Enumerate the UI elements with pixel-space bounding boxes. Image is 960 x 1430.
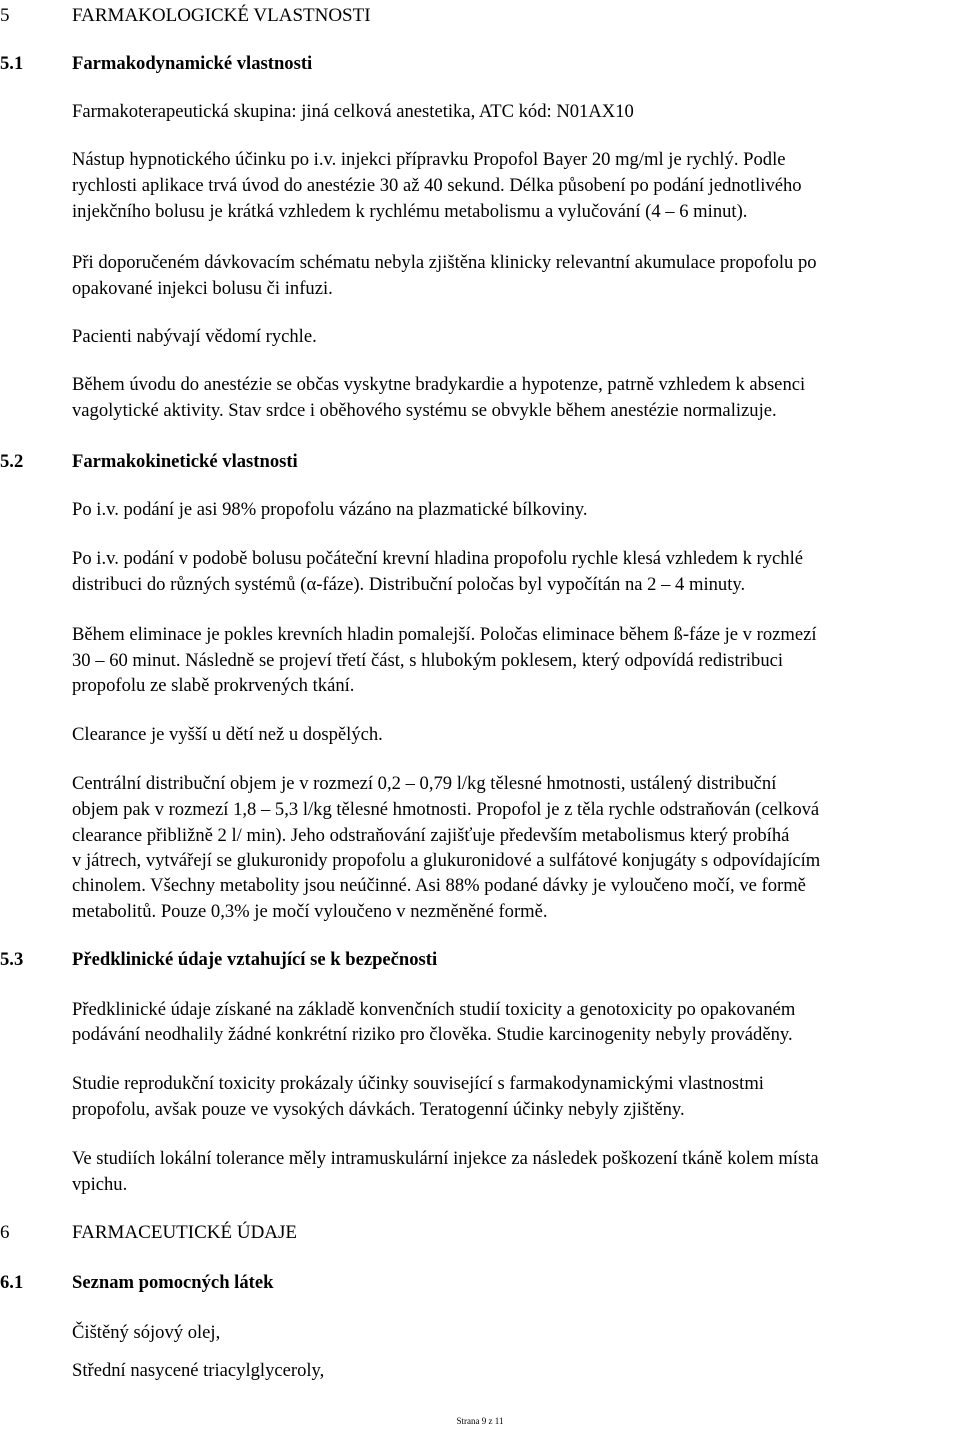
text-line: metabolitů. Pouze 0,3% je močí vyloučeno v nezměněné formě. [72,901,548,922]
section-6-1-number: 6.1 [0,1272,24,1293]
text-line: vpichu. [72,1174,128,1195]
text-line: Při doporučeném dávkovacím schématu nebyla zjištěna klinicky relevantní akumulace propofolu po [72,252,817,273]
section-6-number: 6 [0,1222,10,1243]
list-item: Střední nasycené triacylglyceroly, [72,1360,325,1381]
section-6-1-title: Seznam pomocných látek [72,1272,274,1293]
text-line: Nástup hypnotického účinku po i.v. injekci přípravku Propofol Bayer 20 mg/ml je rychlý. Podle [72,149,786,170]
text-line: 30 – 60 minut. Následně se projeví třetí část, s hlubokým poklesem, který odpovídá redistribuci [72,650,784,671]
section-5-3-number: 5.3 [0,949,24,970]
text-line: objem pak v rozmezí 1,8 – 5,3 l/kg tělesné hmotnosti. Propofol je z těla rychle odstraňován (celková [72,799,820,820]
text-line: clearance přibližně 2 l/ min). Jeho odstraňování zajišťuje především metabolismus který probíhá [72,825,790,846]
section-5-2-title: Farmakokinetické vlastnosti [72,451,298,472]
text-line: Farmakoterapeutická skupina: jiná celková anestetika, ATC kód: N01AX10 [72,101,634,122]
text-line: vagolytické aktivity. Stav srdce i oběhového systému se obvykle během anestézie normalizuje. [72,400,777,421]
text-line: Pacienti nabývají vědomí rychle. [72,326,317,347]
page-number-footer: Strana 9 z 11 [456,1416,504,1426]
text-line: propofolu ze slabě prokrvených tkání. [72,675,355,696]
text-line: Ve studiích lokální tolerance měly intramuskulární injekce za následek poškození tkáně kolem místa [72,1148,819,1169]
section-5-title: FARMAKOLOGICKÉ VLASTNOSTI [72,5,371,26]
text-line: Během eliminace je pokles krevních hladin pomalejší. Poločas eliminace během ß-fáze je v rozmezí [72,624,817,645]
text-line: injekčního bolusu je krátká vzhledem k rychlému metabolismu a vylučování (4 – 6 minut). [72,201,748,222]
section-5-2-number: 5.2 [0,451,24,472]
text-line: opakované injekci bolusu či infuzi. [72,278,333,299]
text-line: rychlosti aplikace trvá úvod do anestézie 30 až 40 sekund. Délka působení po podání jednotlivého [72,175,802,196]
text-line: Centrální distribuční objem je v rozmezí 0,2 – 0,79 l/kg tělesné hmotnosti, ustálený distribuční [72,773,777,794]
text-line: Po i.v. podání v podobě bolusu počáteční krevní hladina propofolu rychle klesá vzhledem k rychlé [72,548,803,569]
section-5-number: 5 [0,5,10,26]
section-5-1-number: 5.1 [0,53,24,74]
text-line: v játrech, vytvářejí se glukuronidy propofolu a glukuronidové a sulfátové konjugáty s odpovídajícím [72,850,821,871]
text-line: Během úvodu do anestézie se občas vyskytne bradykardie a hypotenze, patrně vzhledem k absenci [72,374,806,395]
text-line: Clearance je vyšší u dětí než u dospělých. [72,724,383,745]
text-line: podávání neodhalily žádné konkrétní riziko pro člověka. Studie karcinogenity nebyly prováděny. [72,1024,793,1045]
text-line: distribuci do různých systémů (α-fáze). Distribuční poločas byl vypočítán na 2 – 4 minuty. [72,574,746,595]
section-5-1-title: Farmakodynamické vlastnosti [72,53,313,74]
text-line: propofolu, avšak pouze ve vysokých dávkách. Teratogenní účinky nebyly zjištěny. [72,1099,685,1120]
section-5-3-title: Předklinické údaje vztahující se k bezpečnosti [72,949,438,970]
text-line: chinolem. Všechny metabolity jsou neúčinné. Asi 88% podané dávky je vyloučeno močí, ve formě [72,875,806,896]
list-item: Čištěný sójový olej, [72,1322,221,1343]
text-line: Po i.v. podání je asi 98% propofolu vázáno na plazmatické bílkoviny. [72,499,588,520]
text-line: Studie reprodukční toxicity prokázaly účinky související s farmakodynamickými vlastnostmi [72,1073,764,1094]
text-line: Předklinické údaje získané na základě konvenčních studií toxicity a genotoxicity po opakovaném [72,999,796,1020]
section-6-title: FARMACEUTICKÉ ÚDAJE [72,1222,298,1243]
